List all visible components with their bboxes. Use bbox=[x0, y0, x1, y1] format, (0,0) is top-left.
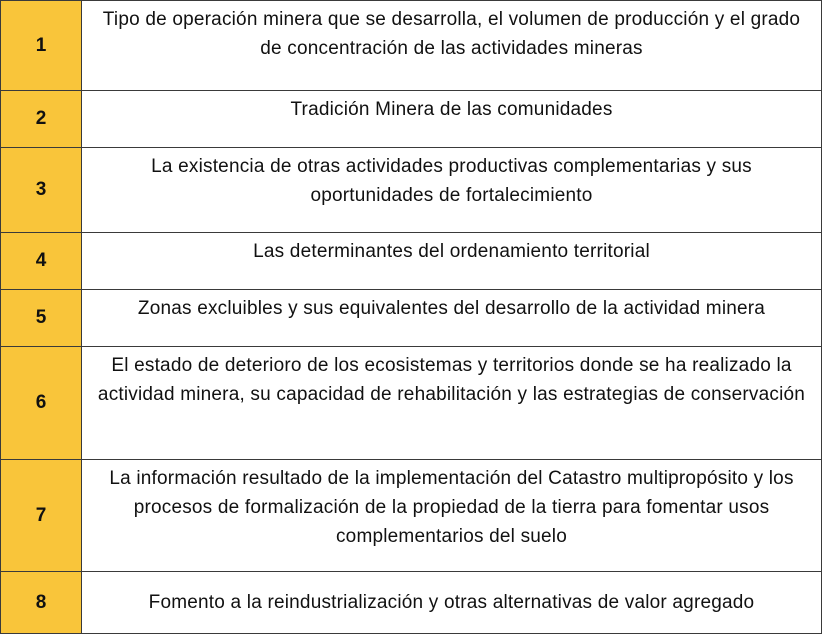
table-row bbox=[1, 460, 822, 572]
row-number: 4 bbox=[1, 233, 82, 290]
row-text: La existencia de otras actividades productivas complementarias y sus oportunidades de fortalecimiento bbox=[82, 148, 822, 233]
table-row bbox=[1, 233, 822, 290]
table-row bbox=[1, 91, 822, 148]
row-text: Tipo de operación minera que se desarrolla, el volumen de producción y el grado de concentración de las actividades mineras bbox=[82, 1, 822, 91]
row-text: Zonas excluibles y sus equivalentes del desarrollo de la actividad minera bbox=[82, 290, 822, 347]
row-text: Las determinantes del ordenamiento territorial bbox=[82, 233, 822, 290]
table-row bbox=[1, 148, 822, 233]
row-number: 7 bbox=[1, 460, 82, 572]
row-number: 6 bbox=[1, 347, 82, 460]
row-number: 2 bbox=[1, 91, 82, 148]
row-text: Tradición Minera de las comunidades bbox=[82, 91, 822, 148]
table-row bbox=[1, 347, 822, 460]
row-text: La información resultado de la implementación del Catastro multipropósito y los procesos de formalización de la propiedad de la tierra para fomentar usos complementarios del suelo bbox=[82, 460, 822, 572]
criteria-table-body bbox=[1, 1, 822, 634]
row-number: 5 bbox=[1, 290, 82, 347]
row-text: El estado de deterioro de los ecosistemas y territorios donde se ha realizado la actividad minera, su capacidad de rehabilitación y las estrategias de conservación bbox=[82, 347, 822, 460]
table-row bbox=[1, 572, 822, 634]
table-row bbox=[1, 1, 822, 91]
row-number: 8 bbox=[1, 572, 82, 634]
row-number: 1 bbox=[1, 1, 82, 91]
table-row bbox=[1, 290, 822, 347]
row-text: Fomento a la reindustrialización y otras alternativas de valor agregado bbox=[82, 572, 822, 634]
row-number: 3 bbox=[1, 148, 82, 233]
